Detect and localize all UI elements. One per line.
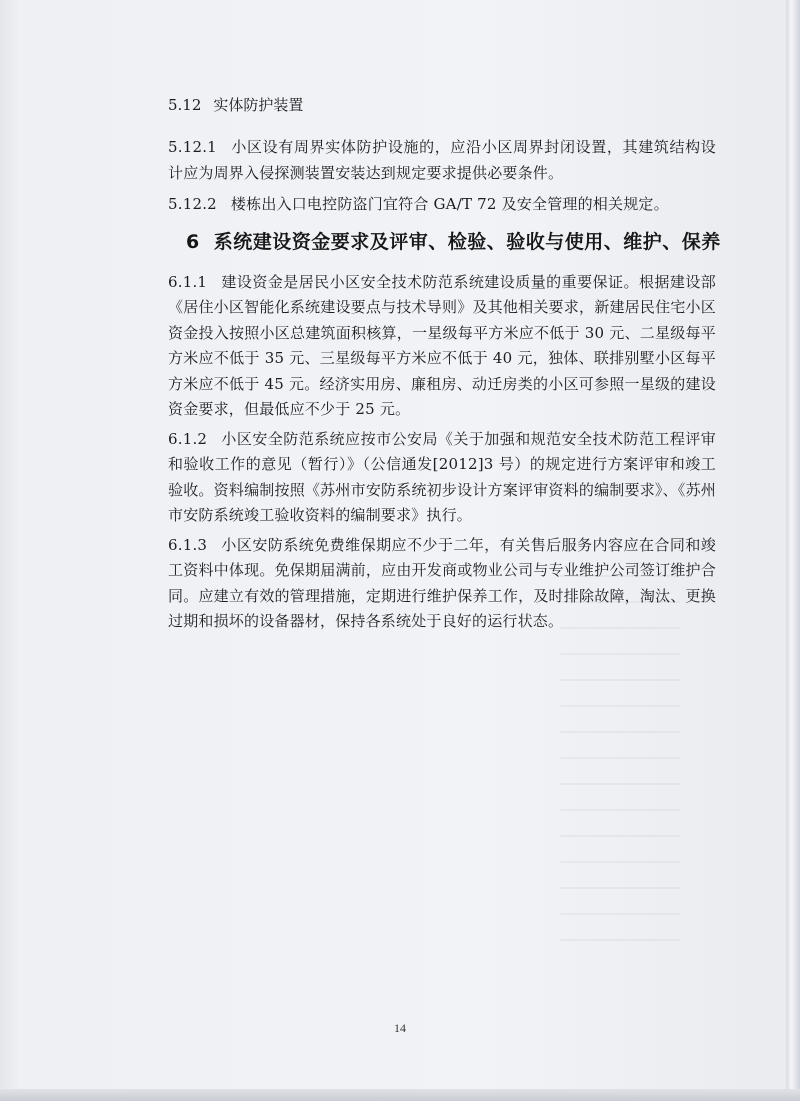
section-5-12-title <box>168 93 716 118</box>
clause-5-12-1-number: 5.12.1 <box>168 138 217 156</box>
page-content <box>168 93 721 635</box>
section-6-number: 6 <box>186 230 200 253</box>
clause-6-1-2-number: 6.1.2 <box>168 429 208 448</box>
clause-6-1-1 <box>168 270 716 423</box>
clause-5-12-1 <box>168 135 716 186</box>
clause-5-12-2-number: 5.12.2 <box>168 195 217 213</box>
section-6-title: 系统建设资金要求及评审、检验、验收与使用、维护、保养 <box>213 230 721 253</box>
paper-edge-right <box>786 0 800 1101</box>
clause-6-1-3-number: 6.1.3 <box>168 535 208 554</box>
clause-5-12-2 <box>168 192 716 218</box>
clause-5-12-1-text: 小区设有周界实体防护设施的，应沿小区周界封闭设置，其建筑结构设计应为周界入侵探测装置安装达到规定要求提供必要条件。 <box>168 138 716 182</box>
clause-6-1-2-text: 小区安全防范系统应按市公安局《关于加强和规范安全技术防范工程评审和验收工作的意见（暂行）》（公信通发[2012]3 号）的规定进行方案评审和竣工验收。资料编制按照《苏州市安防系统初步设计方案评审资料的编制要求》、《苏州市安防系统竣工验收资料的编制要求》执行。 <box>168 429 716 524</box>
clause-6-1-1-number: 6.1.1 <box>168 272 208 291</box>
page-number: 14 <box>394 1021 406 1035</box>
paper-edge-bottom <box>0 1089 800 1101</box>
section-6-heading <box>186 227 721 257</box>
clause-6-1-1-text: 建设资金是居民小区安全技术防范系统建设质量的重要保证。根据建设部《居住小区智能化系统建设要点与技术导则》及其他相关要求，新建居民住宅小区资金投入按照小区总建筑面积核算，一星级每平方米应不低于 30 元、二星级每平方米应不低于 35 元、三星级每平方米应不低于 40 元，独体、联排别墅小区每平方米应不低于 45 元。经济实用房、廉租房、动迁房类的小区可参照一星级的建设资金要求，但最低应不少于 25 元。 <box>168 272 716 418</box>
section-5-12-heading: 实体防护装置 <box>213 96 304 114</box>
clause-6-1-3 <box>168 533 716 635</box>
clause-6-1-3-text: 小区安防系统免费维保期应不少于二年，有关售后服务内容应在合同和竣工资料中体现。免保期届满前，应由开发商或物业公司与专业维护公司签订维护合同。应建立有效的管理措施，定期进行维护保养工作，及时排除故障，淘汰、更换过期和损坏的设备器材，保持各系统处于良好的运行状态。 <box>168 535 716 630</box>
section-5-12-number: 5.12 <box>168 96 202 114</box>
clause-5-12-2-text: 楼栋出入口电控防盗门宜符合 GA/T 72 及安全管理的相关规定。 <box>230 195 669 213</box>
clause-6-1-2 <box>168 427 716 529</box>
